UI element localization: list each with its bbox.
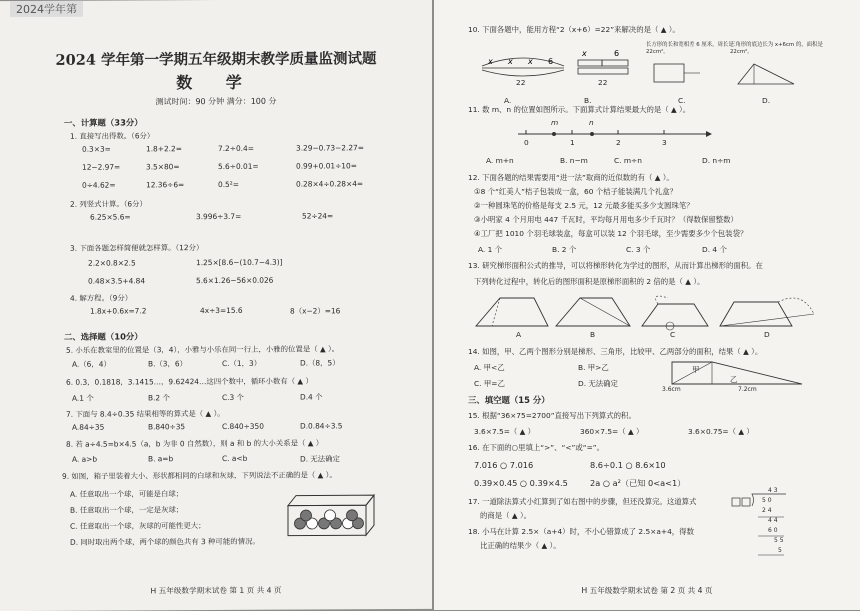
q13-label: D <box>764 330 770 339</box>
q16-text: 16. 在下面的○里填上“>”、“<”或“=”。 <box>468 443 605 452</box>
q7-option: C.840÷350 <box>222 421 264 431</box>
q2-item: 52÷24= <box>302 211 334 221</box>
q14-figure <box>668 356 808 390</box>
q5-option: D.（8，5） <box>300 358 340 368</box>
q11-option: A. m+n <box>486 156 514 165</box>
q6-option: C.3 个 <box>222 392 244 402</box>
q14-option: C. 甲=乙 <box>474 379 505 388</box>
q10-c-caption: 长方形的长和宽相差 6 厘米，周长是 22cm²。 <box>646 42 734 56</box>
q9-option: D. 同时取出两个球，两个球的颜色共有 3 种可能的情况。 <box>70 536 260 547</box>
q4-item: 8（x−2）=16 <box>290 306 341 316</box>
q18-text-2: 比正确的结果少（ ▲ ）。 <box>480 541 561 550</box>
right-page <box>434 0 860 610</box>
exam-title: 2024 学年第一学期五年级期末教学质量监测试题 <box>55 50 377 69</box>
q7-text: 7. 下面与 8.4÷0.35 结果相等的算式是（ ▲ ）。 <box>66 408 225 419</box>
q12-item: ②一种圆珠笔的价格是每支 2.5 元，12 元最多能买多少支圆珠笔？ <box>474 201 694 210</box>
q8-option: A. a>b <box>72 454 98 464</box>
svg-text:x: x <box>488 57 493 66</box>
svg-text:6: 6 <box>614 49 620 58</box>
q14-label-jia: 甲 <box>692 365 700 374</box>
svg-text:x: x <box>528 57 533 66</box>
division-step: 2 4 <box>762 507 772 514</box>
q3-item: 2.2×0.8×2.5 <box>88 258 136 268</box>
q11-option: B. n−m <box>560 156 588 165</box>
q10-figure-d <box>734 58 804 90</box>
q8-option: B. a=b <box>148 454 174 464</box>
q2-item: 6.25×5.6= <box>90 212 131 222</box>
division-quotient: 4 3 <box>768 487 778 494</box>
q15-text: 15. 根据“36×75=2700”直接写出下列算式的积。 <box>468 411 636 420</box>
q6-option: D.4 个 <box>300 392 323 402</box>
q12-option: B. 2 个 <box>552 245 577 254</box>
q14-option: A. 甲<乙 <box>474 363 505 372</box>
q1-item: 12.36÷6= <box>146 180 185 190</box>
q10-a-total: 22 <box>516 78 526 87</box>
q14-option: D. 无法确定 <box>578 379 618 388</box>
q10-label-d: D. <box>762 96 771 105</box>
q3-item: 1.25×[8.6−(10.7−4.3)] <box>196 257 283 268</box>
page-footer: H 五年级数学期末试卷 第 2 页 共 4 页 <box>581 586 713 595</box>
q15-item: 3.6×0.75=（ ▲ ） <box>688 427 754 436</box>
section-2-heading: 二、选择题（10分） <box>64 331 143 342</box>
q1-item: 3.5×80= <box>146 162 180 172</box>
q16-item: 2a ○ a²（已知 0<a<1） <box>590 478 686 488</box>
q14-label-yi: 乙 <box>730 375 738 384</box>
q8-option: C. a<b <box>222 453 248 463</box>
q4-item: 1.8x+0.6x=7.2 <box>90 306 147 316</box>
q7-option: D.0.84÷3.5 <box>300 421 343 431</box>
q14-dim-1: 3.6cm <box>662 386 681 393</box>
q18-text: 18. 小马在计算 2.5×（a+4）时，不小心错算成了 2.5×a+4，得数 <box>468 527 694 536</box>
svg-text:x: x <box>508 57 513 66</box>
q17-text: 17. 一道除法算式小红算到了如右图中的步骤，但还没算完。这道算式 <box>468 497 697 506</box>
q10-label-a: A. <box>504 96 512 105</box>
q9-option: C. 任意取出一个球，灰球的可能性更大； <box>70 521 206 531</box>
q8-text: 8. 若 a÷4.5=b×4.5（a，b 为非 0 自然数），则 a 和 b 的大小关系是（ ▲ ） <box>66 438 324 449</box>
q4-item: 4x÷3=15.6 <box>200 305 243 316</box>
q1-text: 1. 直接写出得数。（6分） <box>70 131 155 141</box>
q12-option: D. 4 个 <box>702 245 727 254</box>
section-3-heading: 三、填空题（15 分） <box>468 395 550 405</box>
ball-box-figure <box>286 493 376 537</box>
q5-text: 5. 小乐在教室里的位置是（3，4），小雅与小乐在同一行上，小雅的位置是（ ▲ ）。 <box>66 344 340 355</box>
q14-option: B. 甲>乙 <box>578 363 609 372</box>
q2-text: 2. 列竖式计算。（6分） <box>70 199 147 209</box>
axis-label-m: m <box>551 118 559 127</box>
subject-title: 数 学 <box>176 72 256 93</box>
q7-option: A.84÷35 <box>72 422 105 432</box>
axis-tick-1: 1 <box>570 138 575 147</box>
svg-text:x: x <box>582 49 587 58</box>
q13-text-2: 下列转化过程中，转化后的图形面积是原梯形面积的 2 倍的是（ ▲ ）。 <box>474 277 705 286</box>
q1-item: 1.8+2.2= <box>146 144 182 154</box>
q7-option: B.840÷35 <box>148 422 186 432</box>
header-tab: 2024学年第 <box>10 1 83 17</box>
q16-item: 8.6÷0.1 ○ 8.6×10 <box>590 460 666 470</box>
q3-text: 3. 下面各题怎样简便就怎样算。（12分） <box>70 243 204 253</box>
q9-text: 9. 如图，箱子里装着大小、形状都相同的白球和灰球，下列说法不正确的是（ ▲ ）。 <box>62 470 337 481</box>
q3-item: 5.6×1.26−56×0.026 <box>196 275 274 286</box>
q5-option: C.（1，3） <box>222 358 262 368</box>
q5-option: B.（3，6） <box>148 359 187 369</box>
q12-option: C. 3 个 <box>626 245 651 254</box>
division-dividend: 5 0 <box>762 497 772 504</box>
q1-item: 5.6÷0.01= <box>218 161 259 171</box>
q11-option: D. n÷m <box>702 156 731 165</box>
division-step: 4 4 <box>768 517 778 524</box>
q10-b-total: 22 <box>598 78 608 87</box>
q4-text: 4. 解方程。（9分） <box>70 293 133 303</box>
q16-item: 7.016 ○ 7.016̇ <box>474 460 534 470</box>
axis-tick-3: 3 <box>662 138 667 147</box>
page-footer: H 五年级数学期末试卷 第 1 页 共 4 页 <box>150 585 282 596</box>
q1-item: 7.2÷0.4= <box>218 143 254 153</box>
q10-figure-c <box>650 60 720 88</box>
q6-option: A.1 个 <box>72 393 94 403</box>
q13-label: B <box>590 330 596 339</box>
q12-item: ④工厂把 1010 个羽毛球装盒，每盒可以装 12 个羽毛球，至少需要多少个包装袋？ <box>474 229 748 238</box>
q10-d-caption: 三角形的底边长为 x+6cm 的，面积是 22cm²。 <box>730 42 823 56</box>
exam-meta: 测试时间：90 分钟 满分：100 分 <box>155 96 277 107</box>
axis-label-n: n <box>589 118 594 127</box>
q11-option: C. m÷n <box>614 156 642 165</box>
q9-option: B. 任意取出一个球，一定是灰球； <box>70 505 184 515</box>
q11-text: 11. 数 m、n 的位置如图所示。下面算式计算结果最大的是（ ▲ ）。 <box>468 105 691 114</box>
q14-dim-2: 7.2cm <box>738 386 757 393</box>
q1-item: 0.28×4÷0.28×4= <box>296 179 364 189</box>
q8-option: D. 无法确定 <box>300 454 340 464</box>
axis-tick-0: 0 <box>524 138 529 147</box>
q12-item: ①8 个“红美人”桔子包装成一盒，60 个桔子能装满几个礼盒？ <box>474 187 678 196</box>
q1-item: 0.3×3= <box>82 144 111 154</box>
q14-text: 14. 如图，甲、乙两个图形分别是梯形、三角形，比较甲、乙两部分的面积，结果（ ▲ ）。 <box>468 347 763 356</box>
q9-option: A. 任意取出一个球，可能是白球； <box>70 489 184 499</box>
q10-label-c: C. <box>678 96 686 105</box>
division-step: 6 0 <box>768 527 778 534</box>
q13-text: 13. 研究梯形面积公式的推导，可以将梯形转化为学过的图形，从而计算出梯形的面积。在 <box>468 261 763 270</box>
division-remainder: 5 <box>778 547 782 554</box>
q1-item: 0.99+0.01÷10= <box>296 161 357 171</box>
q5-option: A.（6，4） <box>72 359 111 369</box>
q12-item: ③小明家 4 个月用电 447 千瓦时，平均每月用电多少千瓦时？（得数保留整数） <box>474 215 738 224</box>
q1-item: 0÷4.62= <box>82 180 116 190</box>
q12-option: A. 1 个 <box>478 245 503 254</box>
q16-item: 0.39×0.45 ○ 0.39×4.5 <box>474 478 568 488</box>
q17-text-2: 的商是（ ▲ ）。 <box>480 511 532 520</box>
q15-item: 3.6×7.5=（ ▲ ） <box>474 427 536 436</box>
q1-item: 12−2.97= <box>82 162 121 172</box>
division-step: 5 5 <box>774 537 784 544</box>
q10-label-b: B. <box>584 96 592 105</box>
svg-text:6: 6 <box>548 57 554 66</box>
q1-item: 3.29−0.73−2.27= <box>296 143 364 153</box>
q2-item: 3.996÷3.7= <box>196 211 242 222</box>
q13-label: A <box>516 330 522 339</box>
q3-item: 0.48×3.5+4.84 <box>88 276 146 286</box>
section-1-heading: 一、计算题（33分） <box>64 117 143 128</box>
q1-item: 0.5²= <box>218 179 239 189</box>
q6-option: B.2 个 <box>148 393 170 403</box>
q15-item: 360×7.5=（ ▲ ） <box>580 427 644 436</box>
q12-text: 12. 下面各题的结果需要用“进一法”取商的近似数的有（ ▲ ）。 <box>468 173 674 182</box>
q13-label: C <box>670 330 676 339</box>
number-line <box>514 120 714 150</box>
q10-text: 10. 下面各题中，能用方程“2（x+6）=22”来解决的是（ ▲ ）。 <box>468 25 680 34</box>
axis-tick-2: 2 <box>616 138 621 147</box>
q6-text: 6. 0.3，0.1818，3.1415…，9.62424…这四个数中，循环小数有（ ▲ ） <box>66 376 313 387</box>
